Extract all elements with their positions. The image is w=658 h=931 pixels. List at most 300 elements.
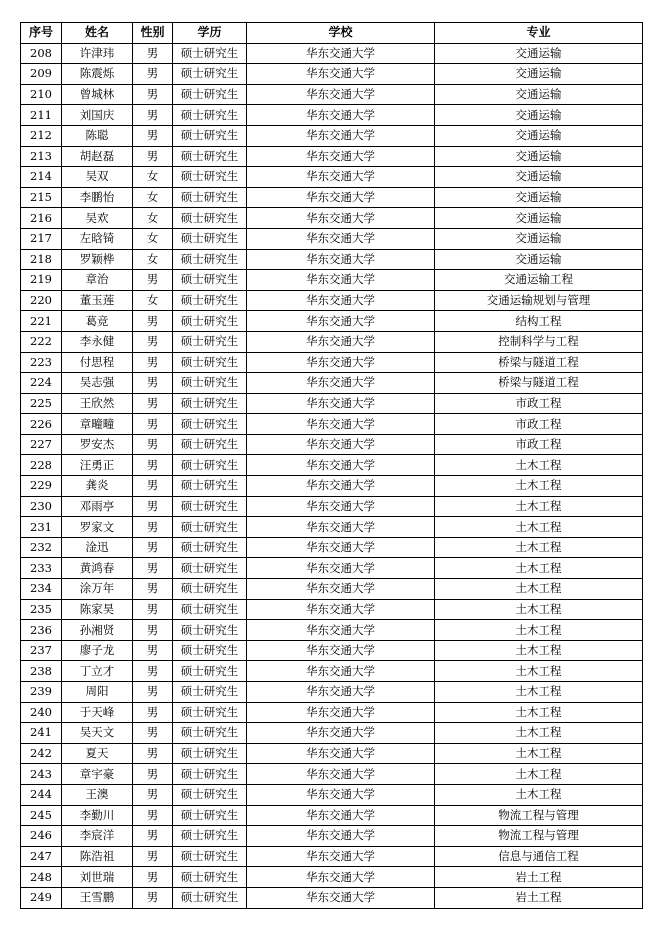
cell-sex: 男 <box>133 558 173 579</box>
cell-no: 223 <box>21 352 62 373</box>
cell-sex: 男 <box>133 887 173 908</box>
cell-no: 226 <box>21 414 62 435</box>
cell-education: 硕士研究生 <box>173 599 247 620</box>
table-row <box>21 682 643 703</box>
cell-school: 华东交通大学 <box>247 43 435 64</box>
cell-no: 228 <box>21 455 62 476</box>
table-row <box>21 84 643 105</box>
cell-school: 华东交通大学 <box>247 723 435 744</box>
cell-name: 黄鸿春 <box>62 558 133 579</box>
cell-sex: 男 <box>133 743 173 764</box>
cell-name: 付思程 <box>62 352 133 373</box>
cell-major: 交通运输 <box>435 146 643 167</box>
cell-sex: 男 <box>133 682 173 703</box>
cell-no: 246 <box>21 826 62 847</box>
table-row <box>21 249 643 270</box>
cell-name: 许津玮 <box>62 43 133 64</box>
cell-school: 华东交通大学 <box>247 146 435 167</box>
cell-education: 硕士研究生 <box>173 331 247 352</box>
cell-major: 交通运输 <box>435 125 643 146</box>
cell-name: 李鹏怡 <box>62 187 133 208</box>
cell-no: 208 <box>21 43 62 64</box>
cell-sex: 男 <box>133 846 173 867</box>
cell-school: 华东交通大学 <box>247 764 435 785</box>
cell-education: 硕士研究生 <box>173 84 247 105</box>
cell-education: 硕士研究生 <box>173 826 247 847</box>
cell-school: 华东交通大学 <box>247 661 435 682</box>
cell-education: 硕士研究生 <box>173 414 247 435</box>
cell-sex: 男 <box>133 723 173 744</box>
cell-major: 交通运输 <box>435 64 643 85</box>
cell-no: 222 <box>21 331 62 352</box>
cell-sex: 男 <box>133 43 173 64</box>
cell-education: 硕士研究生 <box>173 517 247 538</box>
cell-no: 218 <box>21 249 62 270</box>
table-row <box>21 661 643 682</box>
roster-table <box>20 22 643 909</box>
cell-no: 214 <box>21 167 62 188</box>
table-row <box>21 558 643 579</box>
cell-sex: 男 <box>133 146 173 167</box>
cell-school: 华东交通大学 <box>247 784 435 805</box>
cell-education: 硕士研究生 <box>173 64 247 85</box>
table-row <box>21 784 643 805</box>
cell-education: 硕士研究生 <box>173 311 247 332</box>
cell-no: 244 <box>21 784 62 805</box>
cell-school: 华东交通大学 <box>247 476 435 497</box>
cell-sex: 男 <box>133 867 173 888</box>
cell-no: 239 <box>21 682 62 703</box>
cell-name: 孙湘贤 <box>62 620 133 641</box>
cell-sex: 男 <box>133 434 173 455</box>
cell-education: 硕士研究生 <box>173 887 247 908</box>
cell-major: 土木工程 <box>435 764 643 785</box>
cell-sex: 男 <box>133 125 173 146</box>
cell-no: 233 <box>21 558 62 579</box>
cell-school: 华东交通大学 <box>247 290 435 311</box>
cell-education: 硕士研究生 <box>173 764 247 785</box>
cell-sex: 男 <box>133 373 173 394</box>
cell-sex: 男 <box>133 105 173 126</box>
cell-sex: 男 <box>133 455 173 476</box>
cell-sex: 女 <box>133 187 173 208</box>
cell-sex: 男 <box>133 270 173 291</box>
cell-name: 刘世瑞 <box>62 867 133 888</box>
cell-no: 220 <box>21 290 62 311</box>
cell-name: 吴双 <box>62 167 133 188</box>
cell-school: 华东交通大学 <box>247 64 435 85</box>
table-row <box>21 805 643 826</box>
cell-education: 硕士研究生 <box>173 187 247 208</box>
cell-name: 刘国庆 <box>62 105 133 126</box>
cell-school: 华东交通大学 <box>247 105 435 126</box>
cell-no: 236 <box>21 620 62 641</box>
table-row <box>21 393 643 414</box>
cell-no: 240 <box>21 702 62 723</box>
table-row <box>21 496 643 517</box>
cell-education: 硕士研究生 <box>173 167 247 188</box>
cell-major: 土木工程 <box>435 558 643 579</box>
cell-school: 华东交通大学 <box>247 805 435 826</box>
cell-major: 土木工程 <box>435 702 643 723</box>
cell-no: 221 <box>21 311 62 332</box>
cell-no: 216 <box>21 208 62 229</box>
cell-education: 硕士研究生 <box>173 682 247 703</box>
cell-school: 华东交通大学 <box>247 826 435 847</box>
cell-school: 华东交通大学 <box>247 867 435 888</box>
table-row <box>21 105 643 126</box>
cell-name: 章宇豪 <box>62 764 133 785</box>
cell-name: 吴天文 <box>62 723 133 744</box>
cell-sex: 女 <box>133 208 173 229</box>
table-row <box>21 723 643 744</box>
cell-name: 李宸洋 <box>62 826 133 847</box>
cell-education: 硕士研究生 <box>173 125 247 146</box>
table-row <box>21 517 643 538</box>
cell-sex: 男 <box>133 496 173 517</box>
cell-no: 237 <box>21 640 62 661</box>
cell-major: 土木工程 <box>435 599 643 620</box>
cell-education: 硕士研究生 <box>173 455 247 476</box>
cell-no: 249 <box>21 887 62 908</box>
cell-no: 234 <box>21 579 62 600</box>
table-row <box>21 352 643 373</box>
cell-education: 硕士研究生 <box>173 352 247 373</box>
cell-sex: 男 <box>133 537 173 558</box>
cell-school: 华东交通大学 <box>247 682 435 703</box>
cell-major: 交通运输 <box>435 43 643 64</box>
cell-no: 217 <box>21 228 62 249</box>
cell-education: 硕士研究生 <box>173 146 247 167</box>
cell-school: 华东交通大学 <box>247 887 435 908</box>
cell-name: 李永健 <box>62 331 133 352</box>
cell-education: 硕士研究生 <box>173 723 247 744</box>
cell-major: 市政工程 <box>435 393 643 414</box>
table-row <box>21 187 643 208</box>
table-body <box>21 43 643 908</box>
cell-name: 汪勇正 <box>62 455 133 476</box>
cell-sex: 男 <box>133 476 173 497</box>
table-row <box>21 270 643 291</box>
cell-major: 土木工程 <box>435 455 643 476</box>
cell-school: 华东交通大学 <box>247 167 435 188</box>
cell-name: 陈聪 <box>62 125 133 146</box>
cell-name: 胡赵磊 <box>62 146 133 167</box>
cell-name: 罗颖桦 <box>62 249 133 270</box>
cell-major: 信息与通信工程 <box>435 846 643 867</box>
cell-major: 交通运输 <box>435 208 643 229</box>
cell-school: 华东交通大学 <box>247 84 435 105</box>
cell-no: 227 <box>21 434 62 455</box>
cell-education: 硕士研究生 <box>173 249 247 270</box>
cell-no: 241 <box>21 723 62 744</box>
cell-sex: 男 <box>133 805 173 826</box>
cell-no: 238 <box>21 661 62 682</box>
cell-major: 岩土工程 <box>435 887 643 908</box>
cell-school: 华东交通大学 <box>247 702 435 723</box>
table-row <box>21 331 643 352</box>
cell-education: 硕士研究生 <box>173 620 247 641</box>
table-row <box>21 743 643 764</box>
cell-name: 葛竞 <box>62 311 133 332</box>
cell-name: 王欣然 <box>62 393 133 414</box>
table-row <box>21 64 643 85</box>
cell-school: 华东交通大学 <box>247 620 435 641</box>
cell-name: 陈家昊 <box>62 599 133 620</box>
cell-education: 硕士研究生 <box>173 537 247 558</box>
cell-sex: 男 <box>133 599 173 620</box>
cell-school: 华东交通大学 <box>247 640 435 661</box>
cell-major: 桥梁与隧道工程 <box>435 352 643 373</box>
cell-education: 硕士研究生 <box>173 661 247 682</box>
header-education: 学历 <box>173 23 247 44</box>
cell-major: 土木工程 <box>435 784 643 805</box>
cell-education: 硕士研究生 <box>173 393 247 414</box>
cell-no: 231 <box>21 517 62 538</box>
cell-name: 王澳 <box>62 784 133 805</box>
table-row <box>21 537 643 558</box>
cell-no: 225 <box>21 393 62 414</box>
cell-education: 硕士研究生 <box>173 373 247 394</box>
cell-no: 215 <box>21 187 62 208</box>
table-row <box>21 826 643 847</box>
table-row <box>21 167 643 188</box>
cell-sex: 男 <box>133 64 173 85</box>
cell-school: 华东交通大学 <box>247 537 435 558</box>
header-no: 序号 <box>21 23 62 44</box>
cell-sex: 男 <box>133 311 173 332</box>
table-row <box>21 43 643 64</box>
cell-sex: 男 <box>133 620 173 641</box>
table-row <box>21 579 643 600</box>
cell-major: 交通运输工程 <box>435 270 643 291</box>
cell-name: 丁立才 <box>62 661 133 682</box>
cell-education: 硕士研究生 <box>173 702 247 723</box>
cell-major: 桥梁与隧道工程 <box>435 373 643 394</box>
cell-school: 华东交通大学 <box>247 496 435 517</box>
cell-major: 土木工程 <box>435 723 643 744</box>
cell-no: 230 <box>21 496 62 517</box>
cell-education: 硕士研究生 <box>173 867 247 888</box>
cell-no: 209 <box>21 64 62 85</box>
cell-no: 213 <box>21 146 62 167</box>
cell-name: 李勤川 <box>62 805 133 826</box>
cell-major: 土木工程 <box>435 537 643 558</box>
cell-education: 硕士研究生 <box>173 743 247 764</box>
cell-school: 华东交通大学 <box>247 311 435 332</box>
cell-school: 华东交通大学 <box>247 393 435 414</box>
table-row <box>21 702 643 723</box>
cell-sex: 男 <box>133 702 173 723</box>
cell-no: 247 <box>21 846 62 867</box>
cell-no: 232 <box>21 537 62 558</box>
table-row <box>21 125 643 146</box>
cell-major: 土木工程 <box>435 743 643 764</box>
cell-sex: 男 <box>133 640 173 661</box>
table-row <box>21 434 643 455</box>
cell-sex: 男 <box>133 784 173 805</box>
cell-school: 华东交通大学 <box>247 208 435 229</box>
header-sex: 性别 <box>133 23 173 44</box>
cell-no: 243 <box>21 764 62 785</box>
cell-no: 248 <box>21 867 62 888</box>
cell-major: 土木工程 <box>435 682 643 703</box>
cell-education: 硕士研究生 <box>173 640 247 661</box>
cell-school: 华东交通大学 <box>247 599 435 620</box>
cell-name: 涂万年 <box>62 579 133 600</box>
cell-major: 土木工程 <box>435 640 643 661</box>
cell-major: 结构工程 <box>435 311 643 332</box>
cell-school: 华东交通大学 <box>247 228 435 249</box>
cell-name: 陈浩祖 <box>62 846 133 867</box>
cell-major: 土木工程 <box>435 579 643 600</box>
cell-name: 章疃疃 <box>62 414 133 435</box>
cell-sex: 男 <box>133 414 173 435</box>
cell-major: 市政工程 <box>435 434 643 455</box>
cell-major: 交通运输 <box>435 167 643 188</box>
cell-education: 硕士研究生 <box>173 105 247 126</box>
cell-education: 硕士研究生 <box>173 228 247 249</box>
cell-name: 罗安杰 <box>62 434 133 455</box>
cell-name: 罗家文 <box>62 517 133 538</box>
cell-sex: 女 <box>133 249 173 270</box>
cell-major: 岩土工程 <box>435 867 643 888</box>
cell-no: 210 <box>21 84 62 105</box>
cell-education: 硕士研究生 <box>173 579 247 600</box>
cell-name: 左晗锜 <box>62 228 133 249</box>
table-row <box>21 764 643 785</box>
cell-school: 华东交通大学 <box>247 517 435 538</box>
table-header-row <box>21 23 643 44</box>
header-school: 学校 <box>247 23 435 44</box>
cell-school: 华东交通大学 <box>247 434 435 455</box>
cell-major: 土木工程 <box>435 476 643 497</box>
cell-name: 于天峰 <box>62 702 133 723</box>
table-row <box>21 455 643 476</box>
cell-sex: 男 <box>133 84 173 105</box>
cell-major: 交通运输 <box>435 228 643 249</box>
table-row <box>21 887 643 908</box>
cell-education: 硕士研究生 <box>173 496 247 517</box>
cell-no: 211 <box>21 105 62 126</box>
cell-school: 华东交通大学 <box>247 558 435 579</box>
cell-major: 交通运输 <box>435 105 643 126</box>
cell-education: 硕士研究生 <box>173 558 247 579</box>
cell-name: 陈震烁 <box>62 64 133 85</box>
cell-major: 土木工程 <box>435 496 643 517</box>
cell-education: 硕士研究生 <box>173 846 247 867</box>
cell-sex: 女 <box>133 167 173 188</box>
table-row <box>21 414 643 435</box>
cell-name: 章治 <box>62 270 133 291</box>
table-row <box>21 311 643 332</box>
cell-school: 华东交通大学 <box>247 187 435 208</box>
cell-sex: 男 <box>133 331 173 352</box>
cell-name: 吴欢 <box>62 208 133 229</box>
cell-name: 夏天 <box>62 743 133 764</box>
cell-school: 华东交通大学 <box>247 743 435 764</box>
cell-sex: 女 <box>133 228 173 249</box>
header-name: 姓名 <box>62 23 133 44</box>
cell-no: 212 <box>21 125 62 146</box>
cell-school: 华东交通大学 <box>247 249 435 270</box>
cell-no: 229 <box>21 476 62 497</box>
cell-school: 华东交通大学 <box>247 414 435 435</box>
cell-name: 周阳 <box>62 682 133 703</box>
cell-education: 硕士研究生 <box>173 784 247 805</box>
cell-education: 硕士研究生 <box>173 208 247 229</box>
table-row <box>21 620 643 641</box>
table-row <box>21 476 643 497</box>
cell-school: 华东交通大学 <box>247 125 435 146</box>
table-row <box>21 290 643 311</box>
cell-major: 土木工程 <box>435 517 643 538</box>
cell-school: 华东交通大学 <box>247 846 435 867</box>
cell-major: 交通运输 <box>435 249 643 270</box>
cell-name: 龚炎 <box>62 476 133 497</box>
cell-name: 邓雨亭 <box>62 496 133 517</box>
cell-major: 交通运输 <box>435 187 643 208</box>
cell-name: 董玉莲 <box>62 290 133 311</box>
cell-sex: 男 <box>133 579 173 600</box>
cell-major: 交通运输 <box>435 84 643 105</box>
cell-education: 硕士研究生 <box>173 270 247 291</box>
cell-major: 土木工程 <box>435 661 643 682</box>
cell-no: 235 <box>21 599 62 620</box>
cell-sex: 男 <box>133 826 173 847</box>
cell-sex: 男 <box>133 661 173 682</box>
cell-sex: 男 <box>133 393 173 414</box>
cell-no: 245 <box>21 805 62 826</box>
cell-no: 242 <box>21 743 62 764</box>
cell-school: 华东交通大学 <box>247 579 435 600</box>
cell-school: 华东交通大学 <box>247 455 435 476</box>
cell-education: 硕士研究生 <box>173 434 247 455</box>
cell-name: 王雪鹏 <box>62 887 133 908</box>
cell-sex: 男 <box>133 517 173 538</box>
cell-major: 土木工程 <box>435 620 643 641</box>
cell-major: 物流工程与管理 <box>435 805 643 826</box>
cell-school: 华东交通大学 <box>247 373 435 394</box>
table-row <box>21 208 643 229</box>
cell-education: 硕士研究生 <box>173 805 247 826</box>
cell-education: 硕士研究生 <box>173 476 247 497</box>
table-row <box>21 599 643 620</box>
cell-major: 交通运输规划与管理 <box>435 290 643 311</box>
cell-sex: 女 <box>133 290 173 311</box>
cell-name: 吴志强 <box>62 373 133 394</box>
cell-school: 华东交通大学 <box>247 270 435 291</box>
cell-major: 物流工程与管理 <box>435 826 643 847</box>
table-row <box>21 846 643 867</box>
cell-education: 硕士研究生 <box>173 290 247 311</box>
cell-no: 224 <box>21 373 62 394</box>
cell-school: 华东交通大学 <box>247 331 435 352</box>
table-row <box>21 640 643 661</box>
header-major: 专业 <box>435 23 643 44</box>
cell-major: 市政工程 <box>435 414 643 435</box>
cell-education: 硕士研究生 <box>173 43 247 64</box>
cell-sex: 男 <box>133 352 173 373</box>
cell-sex: 男 <box>133 764 173 785</box>
cell-name: 廖子龙 <box>62 640 133 661</box>
cell-no: 219 <box>21 270 62 291</box>
cell-major: 控制科学与工程 <box>435 331 643 352</box>
table-row <box>21 373 643 394</box>
table-row <box>21 146 643 167</box>
table-row <box>21 867 643 888</box>
cell-name: 淦迅 <box>62 537 133 558</box>
